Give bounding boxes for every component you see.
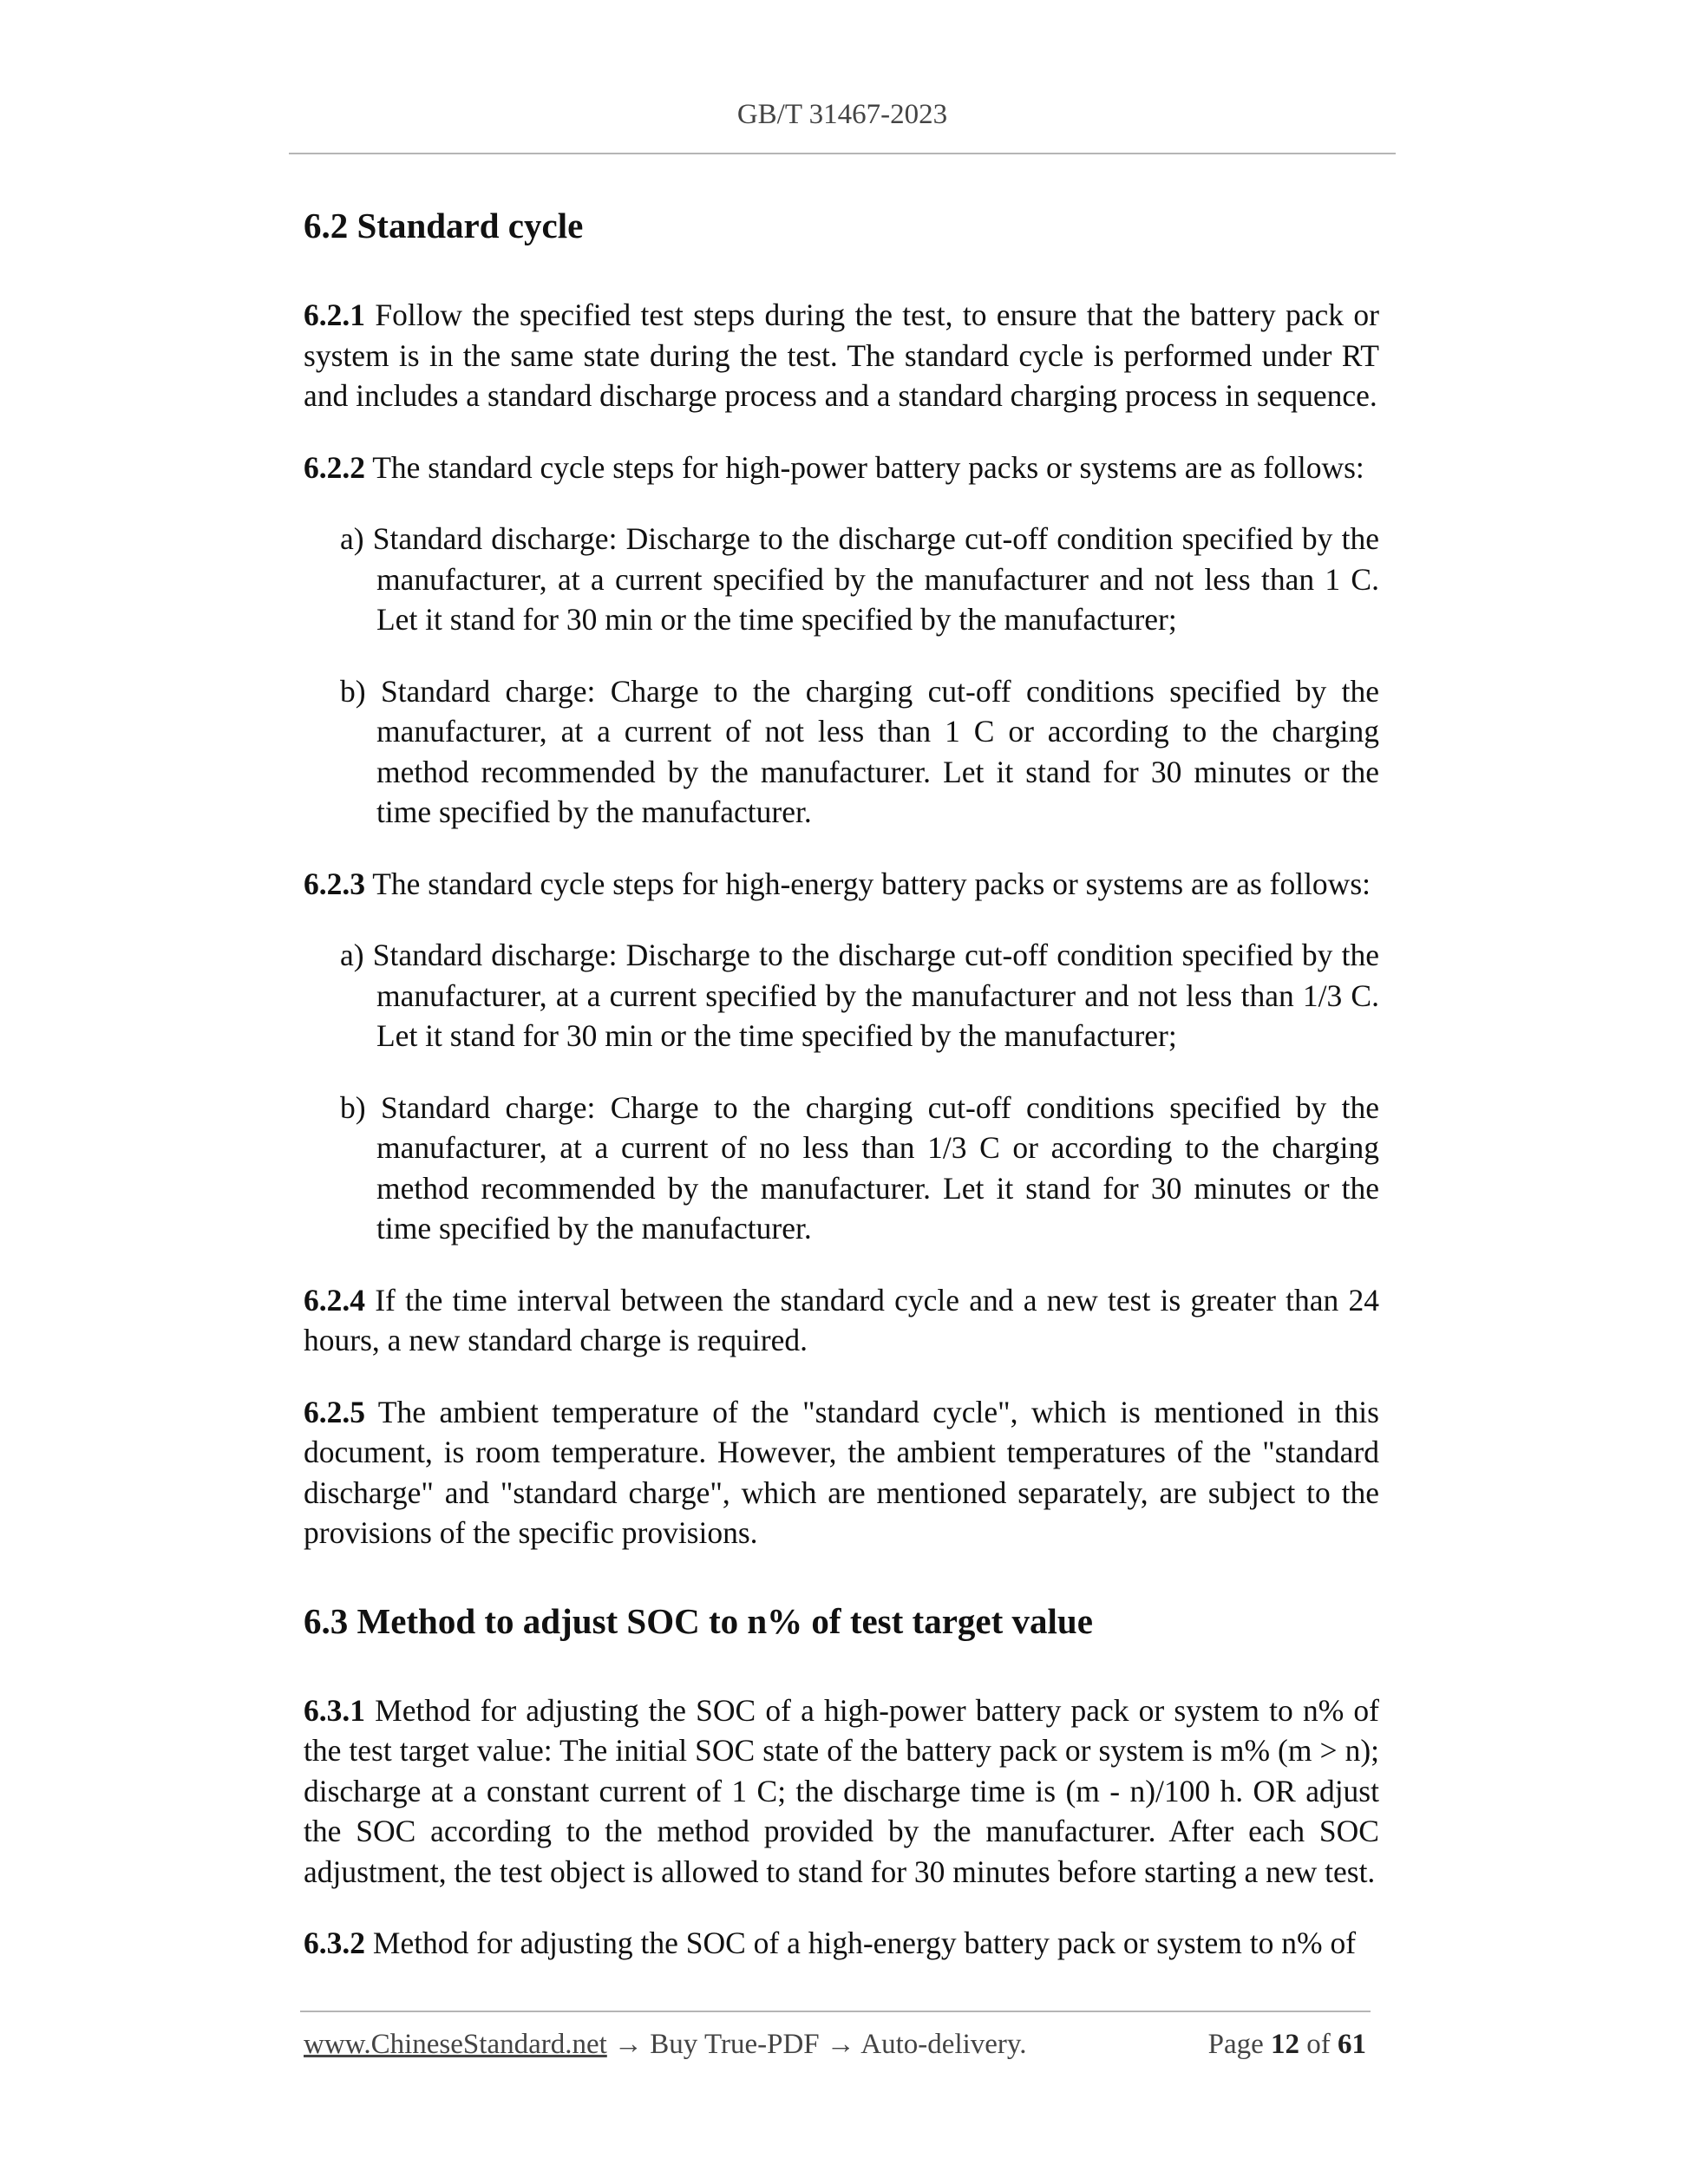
clause-6-2-3: [304, 864, 1379, 905]
clause-text: Method for adjusting the SOC of a high-power battery pack or system to n% of the test target value: The initial SOC state of the battery pack or system is m% (m > n); discharge at a constant current of 1 C; the discharge time is (m - n)/100 h. OR adjust the SOC according to the method provided by the manufacturer. After each SOC adjustment, the test object is allowed to stand for 30 minutes before starting a new test.: [304, 1692, 1379, 1889]
clause-6-2-5: [304, 1392, 1379, 1553]
page-of: of: [1299, 2029, 1338, 2060]
footer-promo: [304, 2027, 1027, 2062]
page-label: Page: [1207, 2029, 1271, 2060]
clause-number: 6.3.2: [304, 1926, 365, 1960]
list-item-6-2-3-a: a) Standard discharge: Discharge to the discharge cut-off condition specified by the manufacturer, at a current specified by the manufacturer and not less than 1/3 C. Let it stand for 30 min or the time specified by the manufacturer;: [340, 938, 1379, 1053]
section-heading-6-3: 6.3 Method to adjust SOC to n% of test target value: [304, 1600, 1093, 1641]
clause-6-3-1: [304, 1690, 1379, 1893]
page-total: 61: [1338, 2029, 1366, 2060]
clause-6-2-4: [304, 1280, 1379, 1361]
clause-text: The ambient temperature of the "standard cycle", which is mentioned in this document, is room temperature. However, the ambient temperatures of the "standard discharge" and "standard charge", which are mentioned separately, are subject to the provisions of the specific provisions.: [304, 1394, 1379, 1550]
clause-text: The standard cycle steps for high-energy battery packs or systems are as follows:: [365, 866, 1371, 901]
clause-text: If the time interval between the standard cycle and a new test is greater than 24 hours, a new standard charge is required.: [304, 1282, 1379, 1357]
clause-6-2-1: [304, 295, 1379, 416]
document-body: [304, 199, 1379, 1995]
clause-text: The standard cycle steps for high-power battery packs or systems are as follows:: [365, 449, 1364, 485]
header-divider: [289, 153, 1396, 154]
footer-promo-text: → Buy True-PDF → Auto-delivery.: [606, 2029, 1027, 2060]
website-link[interactable]: www.ChineseStandard.net: [304, 2029, 607, 2060]
clause-number: 6.2.3: [304, 866, 365, 901]
clause-6-3-2: [304, 1923, 1379, 1964]
section-heading-6-2: 6.2 Standard cycle: [304, 206, 584, 245]
clause-text: Follow the specified test steps during the test, to ensure that the battery pack or system is in the same state during the test. The standard cycle is performed under RT and includes a standard discharge process and a standard charging process in sequence.: [304, 298, 1379, 413]
list-item-6-2-2-a: a) Standard discharge: Discharge to the discharge cut-off condition specified by the manufacturer, at a current specified by the manufacturer and not less than 1 C. Let it stand for 30 min or the time specified by the manufacturer;: [340, 521, 1379, 637]
clause-number: 6.2.1: [304, 298, 365, 332]
page-current: 12: [1271, 2029, 1299, 2060]
footer-divider: [300, 2011, 1371, 2012]
clause-number: 6.3.1: [304, 1692, 365, 1728]
clause-6-2-2: [304, 448, 1379, 488]
list-item-6-2-3-b: b) Standard charge: Charge to the charging cut-off conditions specified by the manufacturer, at a current of no less than 1/3 C or according to the charging method recommended by the manufacturer. Let it stand for 30 minutes or the time specified by the manufacturer.: [340, 1089, 1379, 1246]
clause-number: 6.2.2: [304, 449, 365, 485]
list-item-6-2-2-b: b) Standard charge: Charge to the charging cut-off conditions specified by the manufacturer, at a current of not less than 1 C or according to the charging method recommended by the manufacturer. Let it stand for 30 minutes or the time specified by the manufacturer.: [340, 673, 1379, 829]
page-header: GB/T 31467-2023: [736, 99, 948, 130]
clause-number: 6.2.5: [304, 1394, 365, 1429]
page-number: [1208, 2027, 1366, 2062]
clause-number: 6.2.4: [304, 1282, 365, 1318]
clause-text: Method for adjusting the SOC of a high-energy battery pack or system to n% of: [365, 1926, 1357, 1960]
